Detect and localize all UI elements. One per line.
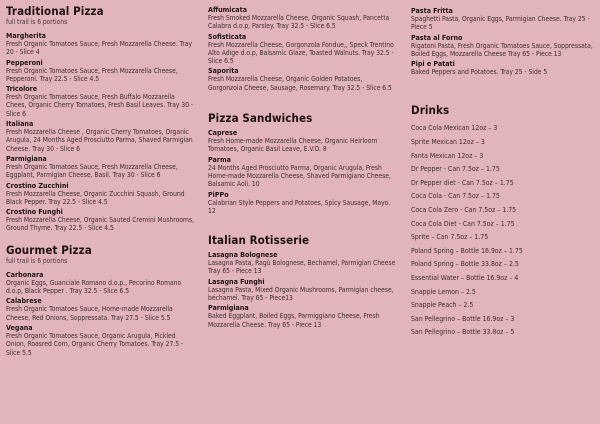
item-name: Saporita [208,66,239,76]
menu-item [208,32,398,66]
menu-item [6,119,196,153]
menu-item [208,66,398,92]
menu-item [208,5,398,31]
item-name: Italiana [6,119,34,129]
item-description: Fresh Mozzarella Cheese, Organic Sauted Cremini Mushrooms, Ground Thyme. Tray 22.5 - Slice 4.5 [6,216,194,233]
drink-item: Fanta Mexican 12oz – 3 [411,151,484,160]
section-pasta [411,6,597,76]
item-name: Pasta Fritta [411,6,453,15]
section-title: Italian Rotisserie [208,233,310,248]
section-gourmet-pizza [6,243,196,357]
drink-item: Poland Spring – Bottle 16.9oz – 1.75 [411,246,523,255]
item-description: Fresh Mozzarella Cheese , Organic Cherry Tomatoes, Organic Arugula, 24 Months Aged Prosciutto Parma, Shaved Parmigian Cheese. Tray 30 - Slice 6 [6,128,193,153]
drink-item: Snapple Lemon – 2.5 [411,287,476,296]
item-description: Organic Eggs, Guanciale Romano d.o.p., Pecorino Romano d.o.p, Black Pepper . Tray 32.5 - Slice 6.5 [6,278,182,296]
item-name: Pipi e Patati [411,59,455,69]
item-name: Lasagna Funghi [208,276,265,286]
menu-item [208,155,398,189]
section-italian-rotisserie [208,233,398,329]
item-description: Fresh Smoked Mozzarella Cheese, Organic Squash, Pancetta Calabra d.o.p, Parsley. Tray 32.5 - Slice 6.5 [208,14,390,31]
item-description: Fresh Organic Tomatoes Sauce, Home-made Mozzarella Cheese, Red Onions, Soppressata. Tray 27.5 - Slice 5.5 [6,305,173,322]
item-name: Calabrese [6,296,42,306]
item-description: Lasagna Pasta, Mixed Organic Mushrooms, Parmigian cheese, béchamel. Tray 65 - Piece13 [208,285,394,303]
menu-item [411,59,597,76]
item-description: Fresh Mozzarella Cheese, Organic Zucchini Squash, Ground Black Pepper. Tray 22.5 - Slice 4.5 [6,189,185,206]
item-name: Carbonara [6,269,44,279]
menu-item [6,154,196,180]
item-name: Vegana [6,322,33,332]
item-description: Baked Eggplant, Boiled Eggs, Parmiggiano Cheese, Fresh Mozzarella Cheese. Tray 65 - Piece 13 [208,312,380,329]
item-description: Rigatoni Pasta, Fresh Organic Tomatoes Sauce, Soppressata, Boiled Eggs, Mozzarella Cheese Tray 65 - Piece 13 [411,41,593,58]
drink-item: Snapple Peach – 2.5 [411,301,474,310]
drink-item: Coca Cola - Can 7.5oz – 1.75 [411,192,500,201]
menu-item [6,207,196,233]
item-description: Lasagna Pasta, Ragù Bolognese, Bechamel, Parmigian Cheese Tray 65 - Piece 13 [208,259,396,276]
menu-item [6,270,196,296]
drink-item: Essential Water – Bottle 16.9oz – 4 [411,274,519,283]
drink-item: Coca Cola Zero - Can 7.5oz – 1.75 [411,206,517,215]
item-description: Fresh Mozzarella Cheese, Organic Golden Potatoes, Gorgonzola Cheese, Sausage, Rosemary. Tray 32.5 - Slice 6.5 [208,75,392,92]
menu-item [208,250,398,276]
item-description: Fresh Organic Tomatoes Sauce, Fresh Mozzarella Cheese, Eggplant, Parmigian Cheese, Basil. Tray 30 - Slice 6 [6,162,178,180]
item-name: Caprese [208,128,238,138]
item-name: Margherita [6,31,46,40]
item-name: Crostino Zucchini [6,180,69,190]
column-right [411,5,597,340]
item-name: Lasagna Bolognese [208,250,278,260]
section-traditional-pizza [6,4,196,233]
item-description: Spaghetti Pasta, Organic Eggs, Parmigian Cheese. Tray 25 - Piece 5 [411,15,590,32]
item-name: Pepperoni [6,57,43,67]
item-name: Tricolore [6,84,38,94]
column-left [6,4,196,357]
drink-item: Poland Spring – Bottle 33.8oz – 2.5 [411,260,519,269]
drink-item: San Pellegrino – Bottle 16.9oz – 3 [411,314,515,323]
item-description: 24 Months Aged Prosciutto Parma, Organic Arugula, Fresh Home-made Mozzarella Cheese, Shaved Parmigiano Cheese, Balsamic Aoli. 10 [208,163,391,189]
item-name: PiPPo [208,189,229,199]
drink-item: Dr Pepper diet - Can 7.5oz – 1.75 [411,178,514,187]
menu-item [6,31,196,57]
menu-item [6,84,196,118]
item-description: Fresh Mozzarella Cheese, Gorgonzola Fondue,, Speck Trentino Alto Adige d.o.p, Balsamic Glaze, Toasted Walnuts. Tray 32.5 - Slice 6.5 [208,40,394,66]
item-name: Parmigiana [208,303,249,313]
item-description: Fresh Home-made Mozzarella Cheese, Organic Heirloom Tomatoes, Organic Basil Leave, E.V.O. 8 [208,137,378,154]
section-title: Drinks [411,103,450,118]
menu-item [6,296,196,322]
menu-item [6,181,196,207]
section-subtitle: full trail is 6 portions [6,256,68,265]
menu-item [208,128,398,154]
drink-item: San Pellegrino – Bottle 33.8oz – 5 [411,328,515,337]
drink-item: Dr Pepper - Can 7.5oz – 1.75 [411,165,500,174]
item-name: Parmigiana [6,153,47,163]
item-description: Fresh Organic Tomatoes Sauce, Fresh Buffalo Mozzarella Chees, Organic Cherry Tomatoes, Fresh Basil Leaves. Tray 30 - Slice 6 [6,93,194,118]
item-description: Fresh Organic Tomatoes Sauce, Fresh Mozzarella Cheese, Pepperoni. Tray 22.5 - Slice 4.5 [6,66,178,83]
column-middle [208,4,398,329]
menu-item [6,58,196,84]
section-pizza-continued [208,5,398,92]
section-pizza-sandwiches [208,111,398,215]
drink-item: Coca Cola Mexican 12oz – 3 [411,124,498,133]
section-title: Gourmet Pizza [6,242,92,257]
drink-item: Sprite – Can 7.5oz – 1.75 [411,233,489,242]
menu-item [411,6,597,32]
item-description: Fresh Organic Tomatoes Sauce, Fresh Mozzarella Cheese. Tray 20 - Slice 4 [6,40,193,57]
menu-item [6,323,196,357]
item-description: Calabrian Style Peppers and Potatoes, Spicy Sausage, Mayo. 12 [208,198,391,215]
item-name: Crostino Funghi [6,207,63,217]
menu-item [208,277,398,303]
item-description: Fresh Organic Tomatoes Sauce, Organic Arugula, Pickled Onion, Roasred Corn, Organic Cherry Tomatoes. Tray 27.5 - Slice 5.5 [6,331,184,357]
drink-item: Sprite Mexican 12oz – 3 [411,138,485,147]
item-name: Parma [208,154,231,164]
item-description: Baked Peppers and Potatoes. Tray 25 - Side 5 [411,68,548,77]
item-name: Affumicata [208,5,247,14]
section-title: Pizza Sandwiches [208,111,313,126]
drink-item: Coca Cola Diet - Can 7.5oz – 1.75 [411,219,515,228]
section-title: Traditional Pizza [6,4,104,18]
menu-item [411,33,597,59]
menu-item [208,190,398,216]
item-name: Pasta al Forno [411,32,463,42]
menu-item [208,303,398,329]
section-subtitle: full trail is 6 portions [6,18,68,26]
section-drinks [411,103,597,340]
item-name: Sofisticata [208,31,247,41]
